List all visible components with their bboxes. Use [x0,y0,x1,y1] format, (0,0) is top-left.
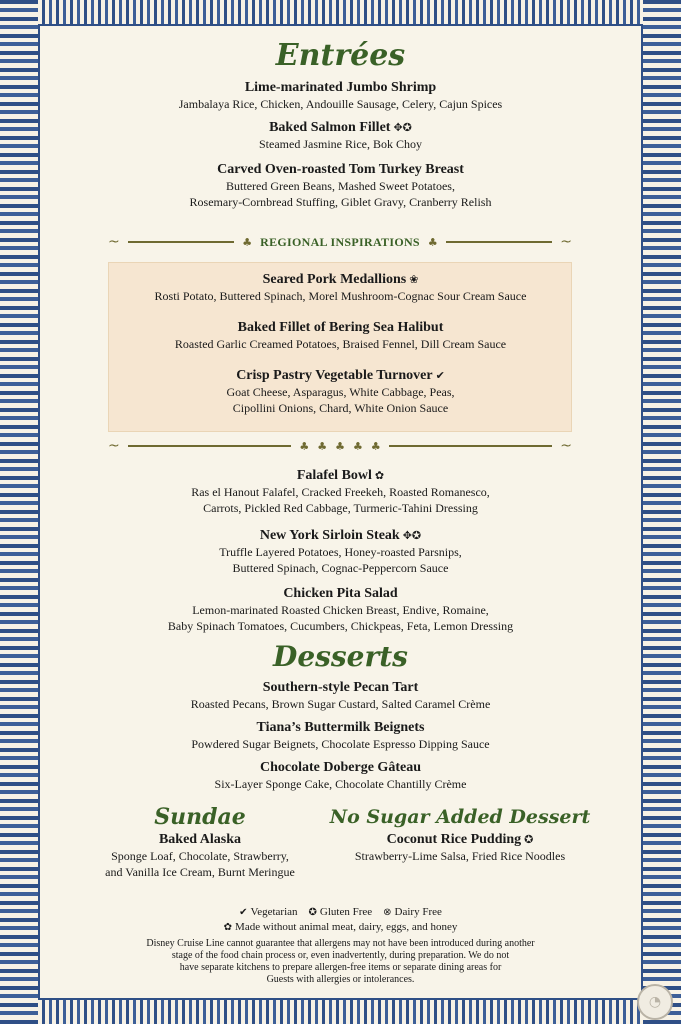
entree-desc: Buttered Green Beans, Mashed Sweet Potatoes, [226,179,455,193]
vegetarian-icon: ✔ [239,907,248,918]
sundae-desc-2: and Vanilla Ice Cream, Burnt Meringue [105,865,295,879]
entree-desc-2: Buttered Spinach, Cognac-Peppercorn Sauce [232,561,449,575]
regional-item [40,368,641,416]
gluten-free-icon: ✪ [524,833,534,847]
disclaimer-line: Disney Cruise Line cannot guarantee that allergens may not have been introduced during another [146,938,535,949]
entree-name-row [40,528,641,544]
legend-row-2 [40,921,641,933]
sundae-name: Baked Alaska [158,832,242,847]
entree-desc: Lemon-marinated Roasted Chicken Breast, Endive, Romaine, [192,603,489,617]
entree-item [40,80,641,112]
legend-gluten-free: Gluten Free [319,906,373,918]
entree-item [40,468,641,516]
regional-desc-2: Cipollini Onions, Chard, White Onion Sauce [232,401,449,415]
entree-name: Chicken Pita Salad [283,586,398,601]
leaf-icon: ♣ [242,235,253,249]
disclaimer-line: Guests with allergies or intolerances. [266,974,415,985]
dessert-item [40,760,641,792]
entree-name: Baked Salmon Fillet [269,120,391,135]
desserts-title: Desserts [273,640,408,673]
dessert-name: Tiana’s Buttermilk Beignets [256,720,425,735]
regional-desc: Roasted Garlic Creamed Potatoes, Braised Fennel, Dill Cream Sauce [174,337,507,351]
sundae-column [55,804,345,880]
regional-name-row [40,368,641,384]
entree-desc: Jambalaya Rice, Chicken, Andouille Sausage, Celery, Cajun Spices [178,97,503,111]
disclaimer-line: stage of the food chain process or, even inadvertently, during preparation. We do not [171,950,510,961]
divider-line [128,241,235,243]
regional-divider-bottom [108,438,572,454]
flourish-icon: ~ [108,234,120,250]
entree-name-row [40,468,641,484]
divider-line [446,241,553,243]
leaf-icon: ♣ [370,439,381,453]
entree-desc-2: Baby Spinach Tomatoes, Cucumbers, Chickpeas, Feta, Lemon Dressing [167,619,514,633]
divider-line [128,445,292,447]
entree-item [40,162,641,210]
entree-desc: Steamed Jasmine Rice, Bok Choy [259,137,422,151]
regional-name-row [40,272,641,288]
entree-name: Lime-marinated Jumbo Shrimp [244,80,437,95]
disclaimer-line: have separate kitchens to prepare allergen-free items or separate dining areas for [179,962,502,973]
ornamental-border-right [643,0,681,1024]
dessert-desc: Roasted Pecans, Brown Sugar Custard, Salted Caramel Crème [190,697,491,711]
leaf-icon: ♣ [317,439,328,453]
dessert-desc: Powdered Sugar Beignets, Chocolate Espresso Dipping Sauce [191,737,490,751]
no-sugar-desc: Strawberry-Lime Salsa, Fried Rice Noodles [354,849,566,863]
divider-line [389,445,553,447]
flourish-icon: ~ [108,438,120,454]
entree-desc: Truffle Layered Potatoes, Honey-roasted Parsnips, [219,545,462,559]
regional-label: REGIONAL INSPIRATIONS [260,234,420,249]
plant-based-icon: ✿ [223,922,233,933]
entree-desc-2: Rosemary-Cornbread Stuffing, Giblet Gravy, Cranberry Relish [189,195,492,209]
entrees-title: Entrées [275,38,406,73]
dairy-free-icon: ⊗ [383,907,392,918]
ornamental-border-bottom [0,1000,681,1024]
leaf-icon: ♣ [427,235,438,249]
entree-item [40,586,641,634]
entree-name: Carved Oven-roasted Tom Turkey Breast [217,162,464,177]
leaf-icon: ♣ [299,439,310,453]
leaf-icon: ♣ [352,439,363,453]
legend-dairy-free: Dairy Free [394,906,442,918]
entree-name: Falafel Bowl [296,468,372,483]
legend-row-1 [40,906,641,918]
entree-name: New York Sirloin Steak [259,528,400,543]
pork-icon: ❀ [409,273,419,287]
regional-divider-top [108,234,572,250]
entree-item [40,528,641,576]
watermark-logo-icon: ◔ [637,984,673,1020]
leaf-icon: ♣ [335,439,345,453]
no-sugar-name-row [310,832,610,848]
sundae-desc: Sponge Loaf, Chocolate, Strawberry, [111,849,289,863]
dessert-item [40,680,641,712]
legend-vegetarian: Vegetarian [250,906,298,918]
no-sugar-name: Coconut Rice Pudding [386,832,522,847]
no-sugar-title: No Sugar Added Dessert [329,806,591,828]
entree-name-row [40,120,641,136]
entree-desc-2: Carrots, Pickled Red Cabbage, Turmeric-Tahini Dressing [203,501,478,515]
entree-desc: Ras el Hanout Falafel, Cracked Freekeh, Roasted Romanesco, [191,485,490,499]
entree-item [40,120,641,152]
gluten-free-icon: ✪ [308,907,317,918]
dessert-desc: Six-Layer Sponge Cake, Chocolate Chantilly Crème [214,777,467,791]
diet-icons: ✥✪ [393,121,412,135]
diet-icons: ✥✪ [402,529,422,543]
dessert-item [40,720,641,752]
plant-based-icon: ✿ [374,469,385,483]
regional-name: Baked Fillet of Bering Sea Halibut [237,320,444,335]
dessert-name: Chocolate Doberge Gâteau [260,760,421,775]
regional-name: Crisp Pastry Vegetable Turnover [236,368,433,383]
regional-desc: Rosti Potato, Buttered Spinach, Morel Mushroom-Cognac Sour Cream Sauce [154,289,527,303]
dessert-name: Southern-style Pecan Tart [262,680,419,695]
ornamental-border-top [0,0,681,24]
vegetarian-icon: ✔ [435,369,445,383]
regional-item [40,320,641,352]
regional-desc: Goat Cheese, Asparagus, White Cabbage, Peas, [226,385,455,399]
legend-no-animal: Made without animal meat, dairy, eggs, and honey [235,921,458,933]
allergen-disclaimer [40,938,641,986]
regional-name: Seared Pork Medallions [262,272,407,287]
ornamental-border-left [0,0,38,1024]
flourish-icon: ~ [560,438,572,454]
sundae-title: Sundae [154,804,246,830]
no-sugar-column [310,806,610,864]
regional-item [40,272,641,304]
flourish-icon: ~ [560,234,572,250]
